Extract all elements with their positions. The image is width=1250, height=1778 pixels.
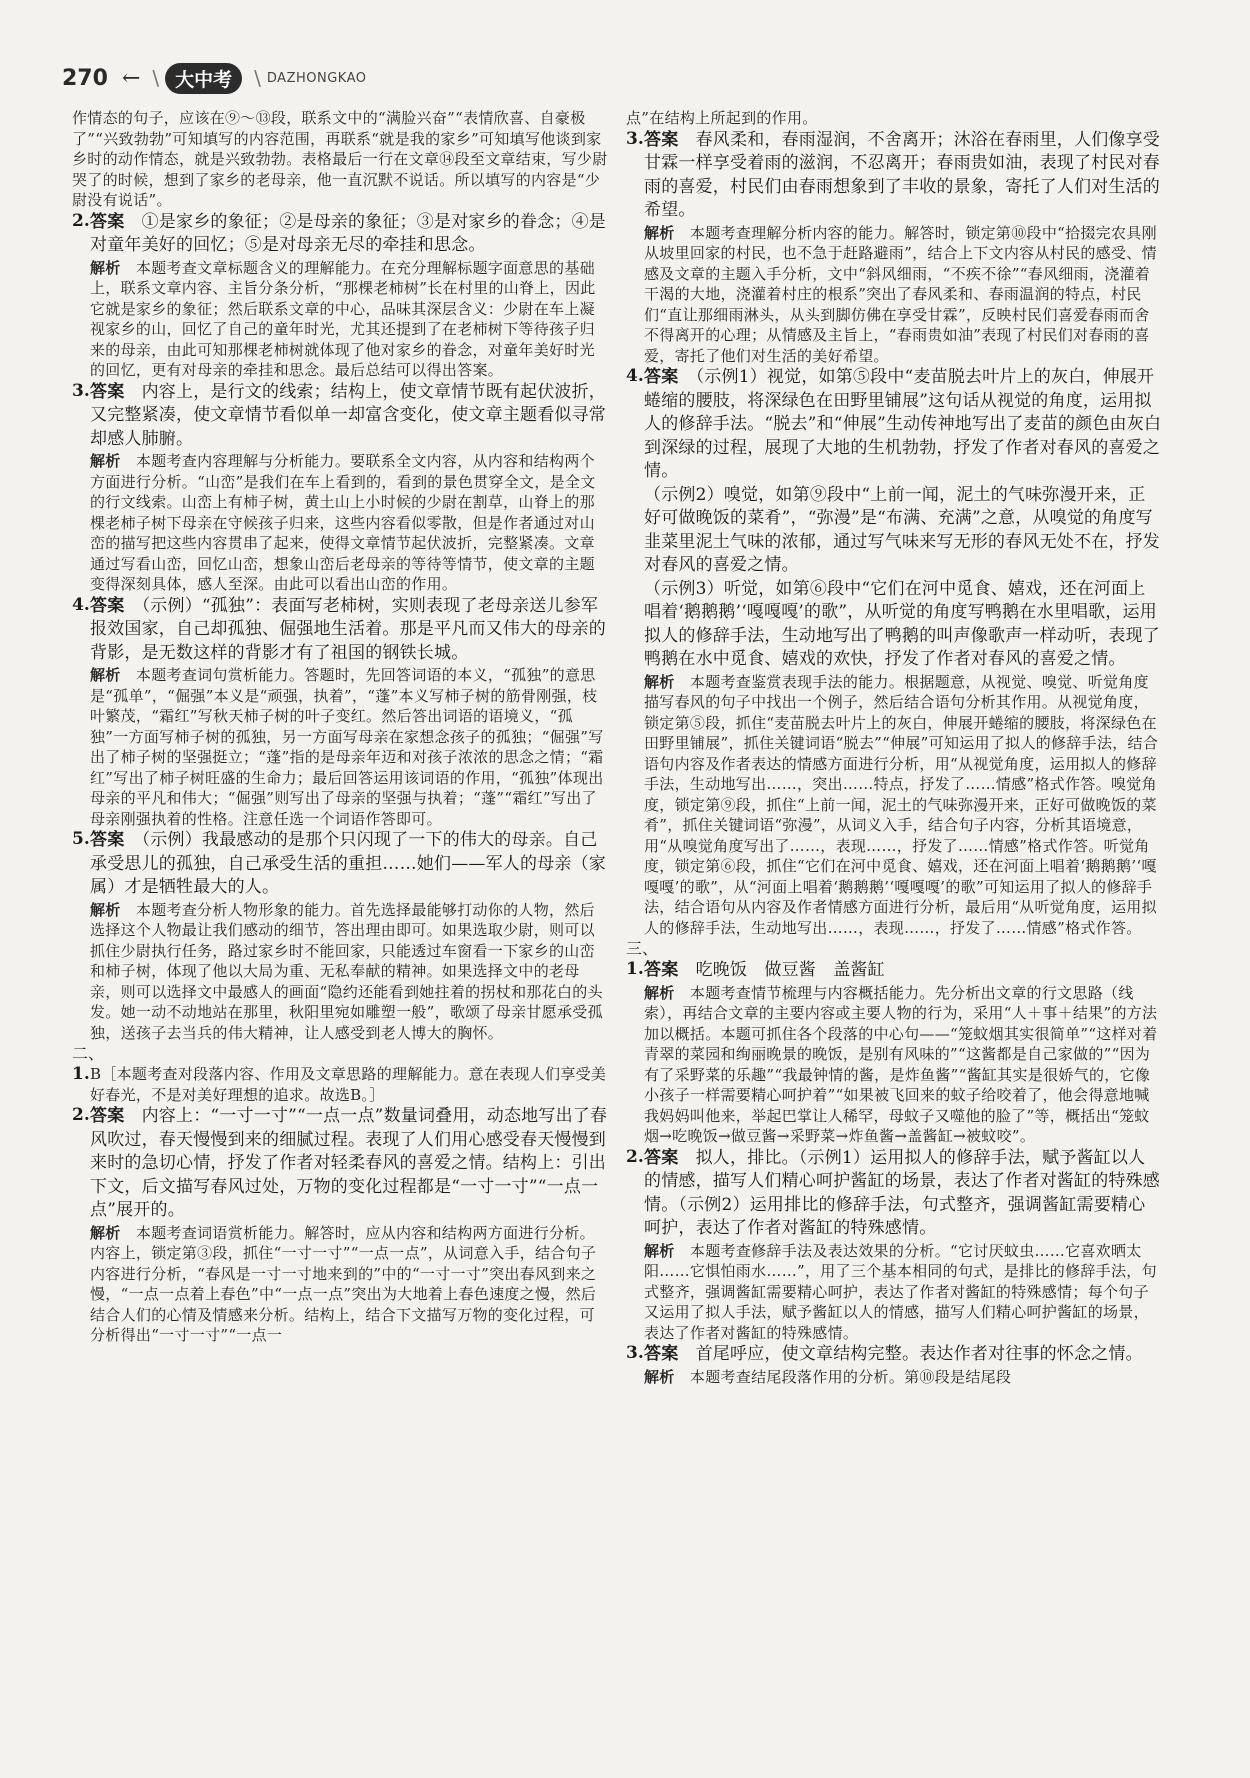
question-1 [626,959,1162,1147]
answer-label: 答案 [644,129,679,150]
question-4 [72,595,608,830]
analysis-label: 解析 [644,1241,675,1260]
answer-text: 内容上，是行文的线索；结构上，使文章情节既有起伏波折，又完整紧凑，使文章情节看似单一却富含变化，使文章主题看似寻常却感人肺腑。 [90,381,607,449]
answer-label: 答案 [90,830,125,850]
question-number: 2. [72,210,90,231]
answer-text: 春风柔和，春雨湿润，不舍离开；沐浴在春雨里，人们像享受甘霖一样享受着雨的滋润，不忍离开；春雨贵如油，表现了村民对春雨的喜爱，村民们由春雨想象到了丰收的景象，寄托了人们对生活的希望。 [644,129,1161,220]
analysis-text: 本题考查词句赏析能力。答题时，先回答词语的本义，“孤独”的意思是“孤单”，“倔强”本义是“顽强，执着”，“蓬”本义写柿子树的筋骨刚强，枝叶繁茂，“霜红”写秋天柿子树的叶子变红。然后答出词语的语境义，“孤独”一方面写柿子树的孤独，另一方面写母亲在家想念孩子的孤独；“倔强”写出了柿子树的坚强挺立；“蓬”指的是母亲年迈和对孩子浓浓的思念之情；“霜红”写出了柿子树旺盛的生命力；最后回答运用该词语的作用，“孤独”体现出母亲的平凡和伟大；“倔强”则写出了母亲的坚强与执着；“蓬”“霜红”写出了母亲刚强执着的性格。注意任选一个词语作答即可。 [90,666,604,828]
question-3 [626,129,1162,367]
answer-text: ①是家乡的象征；②是母亲的象征；③是对家乡的眷念；④是对童年美好的回忆；⑤是对母亲无尽的牵挂和思念。 [90,211,607,255]
analysis-text: 本题考查情节梳理与内容概括能力。先分析出文章的行文思路（线索），再结合文章的主要内容或主要人物的行为，采用“人＋事＋结果”的方法加以概括。本题可抓住各个段落的中心句——“笼蚊烟其实很简单”“这样对着青翠的菜园和绚丽晚景的晚饭，是别有风味的”“这酱都是自己家做的”“因为有了采野菜的乐趣”“我最钟情的酱，是炸鱼酱”“酱缸其实是很娇气的，它像小孩子一样需要精心呵护着”“如果被飞回来的蚊子给咬着了，他会得意地喊我妈妈叫他来，举起巴掌让人稀罕，母蚊子又噬他的脸了”等，概括出“笼蚊烟→吃晚饭→做豆酱→采野菜→炸鱼酱→盖酱缸→被蚊咬”。 [644,983,1158,1146]
brand-english: DAZHONGKAO [266,70,367,86]
question-number: 1. [626,959,644,980]
brand-logo: 大中考 [165,63,242,94]
analysis-block [644,1367,1162,1388]
question-number: 4. [72,594,90,615]
divider-slash: \ [254,66,261,90]
analysis-text: 本题考查修辞手法及表达效果的分析。“它讨厌蚊虫……它喜欢晒太阳……它惧怕雨水……”，用了三个基本相同的句式，是排比的修辞手法，句式整齐，强调酱缸需要精心呵护，表达了作者对酱缸的特殊感情；每个句子又运用了拟人手法，赋予酱缸以人的情感，描写人们精心呵护酱缸的场景，表达了作者对酱缸的特殊感情。 [644,1241,1157,1342]
analysis-label: 解析 [644,223,675,242]
answer-example-1: （示例1）视觉，如第⑤段中“麦苗脱去叶片上的灰白，伸展开蜷缩的腰肢，将深绿色在田野里铺展”这句话从视觉的角度，运用拟人的修辞手法。“脱去”和“伸展”生动传神地写出了麦苗的颜色由灰白到深绿的过程，展现了大地的生机勃勃，抒发了作者对春风的喜爱之情。 [644,367,1162,481]
arrow-left-icon: ← [121,65,141,91]
answer-label: 答案 [90,381,125,402]
question-1 [72,1064,608,1105]
answer-label: 答案 [90,211,125,232]
answer-block [90,211,608,258]
analysis-label: 解析 [90,452,121,470]
answer-example-3: （示例3）听觉，如第⑥段中“它们在河中觅食、嬉戏，还在河面上唱着‘鹅鹅鹅’‘嘎嘎嘎’的歌”，从听觉的角度写鸭鹅在水里唱歌，运用拟人的修辞手法，生动地写出了鸭鹅的叫声像歌声一样动听，表现了鸭鹅在水中觅食、嬉戏的欢快，抒发了作者对春风的喜爱之情。 [644,578,1160,669]
analysis-text: 本题考查理解分析内容的能力。解答时，锁定第⑩段中“拾掇完农具刚从坡里回家的村民，也不急于赶路避雨”，结合上下文内容从村民的感受、情感及文章的主题入手分析，文中“斜风细雨，“不疾不徐”“春风细雨，浇灌着干渴的大地，浇灌着村庄的根系”突出了春风柔和、春雨温润的特点，村民们“直让那细雨淋头，从头到脚仿佛在享受甘霖”，反映村民们喜爱春雨而舍不得离开的心理；从情感及主旨上，“春雨贵如油”表现了村民们对春雨的喜爱，寄托了他们对生活的美好希望。 [644,223,1157,365]
analysis-label: 解析 [644,672,675,691]
analysis-text: 本题考查结尾段落作用的分析。第⑩段是结尾段 [689,1367,1012,1386]
analysis-block [90,1223,608,1346]
analysis-label: 解析 [90,1223,121,1242]
question-number: 5. [72,829,90,849]
answer-label: 答案 [644,367,679,387]
answer-label: 答案 [644,1147,679,1168]
answer-block [644,1343,1162,1367]
answer-text: 拟人，排比。（示例1）运用拟人的修辞手法，赋予酱缸以人的情感，描写人们精心呵护酱缸的场景，表达了作者对酱缸的特殊感情。（示例2）运用排比的修辞手法，句式整齐，强调酱缸需要精心呵护，表达了作者对酱缸的特殊感情。 [644,1147,1160,1239]
question-number: 1. [72,1064,90,1085]
answer-block [644,129,1162,223]
analysis-text: 本题考查词语赏析能力。解答时，应从内容和结构两方面进行分析。内容上，锁定第③段，抓住“一寸一寸”“一点一点”，从词意入手，结合句子内容进行分析，“春风是一寸一寸地来到的”中的“一寸一寸”突出春风到来之慢，“一点一点着上春色”中“一点一点”突出为大地着上春色速度之慢，然后结合人们的心情及情感来分析。结构上，结合下文描写万物的变化过程，可分析得出“一寸一寸”“一点一 [90,1223,597,1345]
answer-label: 答案 [644,960,679,981]
answer-continued: 作情态的句子，应该在⑨～⑬段，联系文中的“满脸兴奋”“表情欣喜、自豪极了”“兴致勃勃”可知填写的内容范围，再联系“就是我的家乡”可知填写他谈到家乡时的动作情态，就是兴致勃勃。表格最后一行在文章⑭段至文章结束，写少尉哭了的时候，想到了家乡的老母亲，他一直沉默不说话。所以填写的内容是“少尉没有说话”。 [72,109,608,209]
question-2 [72,211,608,381]
analysis-label: 解析 [644,983,675,1002]
section-heading: 二、 [72,1044,105,1063]
question-number: 3. [626,128,644,149]
analysis-block [644,672,1162,939]
answer-block [90,595,608,666]
analysis-text: 本题考查分析人物形象的能力。首先选择最能够打动你的人物，然后选择这个人物最让我们感动的细节，答出理由即可。如果选取少尉，则可以抓住少尉执行任务，路过家乡时不能回家，只能透过车窗看一下家乡的山峦和柿子树，体现了他以大局为重、无私奉献的精神。如果选择文中的老母亲，则可以选择文中最感人的画面“隐约还能看到她拄着的拐杖和那花白的头发。她一动不动地站在那里，秋阳里宛如雕塑一般”，歌颂了母亲甘愿承受孤独，送孩子去当兵的伟大精神，让人感受到老人博大的胸怀。 [90,900,603,1042]
question-5 [72,829,608,1043]
analysis-block [90,900,608,1044]
analysis-block [644,983,1162,1147]
answer-text: 首尾呼应，使文章结构完整。表达作者对往事的怀念之情。 [695,1344,1143,1365]
answer-text: B［本题考查对段落内容、作用及文章思路的理解能力。意在表现人们享受美好春光，不是对美好理想的追求。故选B。］ [90,1065,607,1104]
answer-example-2: （示例2）嗅觉，如第⑨段中“上前一闻，泥土的气味弥漫开来，正好可做晚饭的菜肴”，“弥漫”是“布满、充满”之意，从嗅觉的角度写韭菜里泥土气味的浓郁，通过写气味来写无形的春风无处不在，抒发对春风的喜爱之情。 [644,484,1160,575]
left-column [72,108,608,1346]
answer-text: （示例）“孤独”：表面写老柿树，实则表现了老母亲送儿参军报效国家，自己却孤独、倔强地生活着。那是平凡而又伟大的母亲的背影，是无数这样的背影才有了祖国的钢铁长城。 [90,595,606,663]
question-number: 2. [626,1146,644,1167]
page-number: 270 [62,65,108,91]
divider-slash: \ [152,66,160,90]
analysis-text: 本题考查内容理解与分析能力。要联系全文内容，从内容和结构两个方面进行分析。“山峦”是我们在车上看到的，看到的景色贯穿全文，是全文的行文线索。山峦上有柿子树，黄土山上小时候的少尉在割草，山脊上的那棵老柿子树下母亲在守候孩子归来，这些内容看似零散，但是作者通过对山峦的描写把这些内容贯串了起来，使得文章情节起伏波折，完整紧凑。文章通过写看山峦，回忆山峦，想象山峦后老母亲的等待等情节，使文章的主题变得深刻具体，感人至深。由此可以看出山峦的作用。 [90,452,596,593]
answer-text: 内容上：“一寸一寸”“一点一点”数量词叠用，动态地写出了春风吹过，春天慢慢到来的细腻过程。表现了人们用心感受春天慢慢到来时的急切心情，抒发了作者对轻柔春风的喜爱之情。结构上：引出下文，后文描写春风过处，万物的变化过程都是“一寸一寸”“一点一点”展开的。 [90,1106,608,1221]
question-number: 2. [72,1105,90,1126]
answer-block [90,829,608,900]
question-number: 3. [626,1343,644,1364]
analysis-label: 解析 [90,666,121,684]
analysis-text: 本题考查鉴赏表现手法的能力。根据题意，从视觉、嗅觉、听觉角度描写春风的句子中找出一个例子，然后结合语句分析其作用。从视觉角度，锁定第⑤段，抓住“麦苗脱去叶片上的灰白，伸展开蜷缩的腰肢，将深绿色在田野里铺展”，抓住关键词语“脱去”“伸展”可知运用了拟人的修辞手法，结合语句内容及作者表达的情感方面进行分析，用“从视觉角度，运用拟人的修辞手法，生动地写出……，突出……特点，抒发了……情感”格式作答。嗅觉角度，锁定第⑨段，抓住“上前一闻，泥土的气味弥漫开来，正好可做晚饭的菜肴”，抓住关键词语“弥漫”，从词义入手，结合句子内容，分析其语境意，用“从嗅觉角度写出了……，表现……，抒发了……情感”格式作答。听觉角度，锁定第⑥段，抓住“它们在河中觅食、嬉戏，还在河面上唱着‘鹅鹅鹅’‘嘎嘎嘎’的歌”，从“河面上唱着‘鹅鹅鹅’‘嘎嘎嘎’的歌”可知运用了拟人的修辞手法，结合语句从内容及作者情感方面进行分析，最后用“从听觉角度，运用拟人的修辞手法，生动地写出……，表现……，抒发了……情感”格式作答。 [644,672,1159,937]
answer-text: 吃晚饭 做豆酱 盖酱缸 [695,960,885,981]
question-3 [626,1343,1162,1387]
answer-block [644,366,1162,484]
section-heading: 三、 [626,939,659,958]
answer-block [644,1147,1162,1241]
page-header [62,60,366,96]
analysis-block [90,451,608,595]
question-2 [72,1105,608,1346]
answer-label: 答案 [90,595,125,616]
analysis-continued: 点”在结构上所起到的作用。 [626,109,818,127]
analysis-block [644,223,1162,367]
right-column [626,108,1162,1387]
question-number: 3. [72,380,90,401]
answer-label: 答案 [644,1344,679,1365]
question-4 [626,366,1162,938]
question-2 [626,1147,1162,1344]
analysis-block [644,1241,1162,1344]
answer-block [90,381,608,452]
answer-label: 答案 [90,1106,125,1127]
answer-block [90,1105,608,1223]
analysis-label: 解析 [90,900,121,919]
answer-block [644,959,1162,983]
analysis-block [90,665,608,829]
analysis-label: 解析 [644,1367,675,1386]
analysis-label: 解析 [90,258,121,277]
answer-text: （示例）我最感动的是那个只闪现了一下的伟大的母亲。自己承受思儿的孤独，自己承受生活的重担……她们——军人的母亲（家属）才是牺牲最大的人。 [90,830,606,897]
question-3 [72,381,608,595]
analysis-block [90,258,608,381]
question-number: 4. [626,366,644,386]
analysis-text: 本题考查文章标题含义的理解能力。在充分理解标题字面意思的基础上，联系文章内容、主旨分条分析，“那棵老柿树”长在村里的山脊上，因此它就是家乡的象征；然后联系文章的中心，品味其深层含义：少尉在车上凝视家乡的山，回忆了自己的童年时光，尤其还提到了在老柿树下等待孩子归来的母亲，由此可知那棵老柿树就体现了他对家乡的眷念，对童年美好时光的回忆，更有对母亲的牵挂和思念。最后总结可以得出答案。 [90,258,596,379]
